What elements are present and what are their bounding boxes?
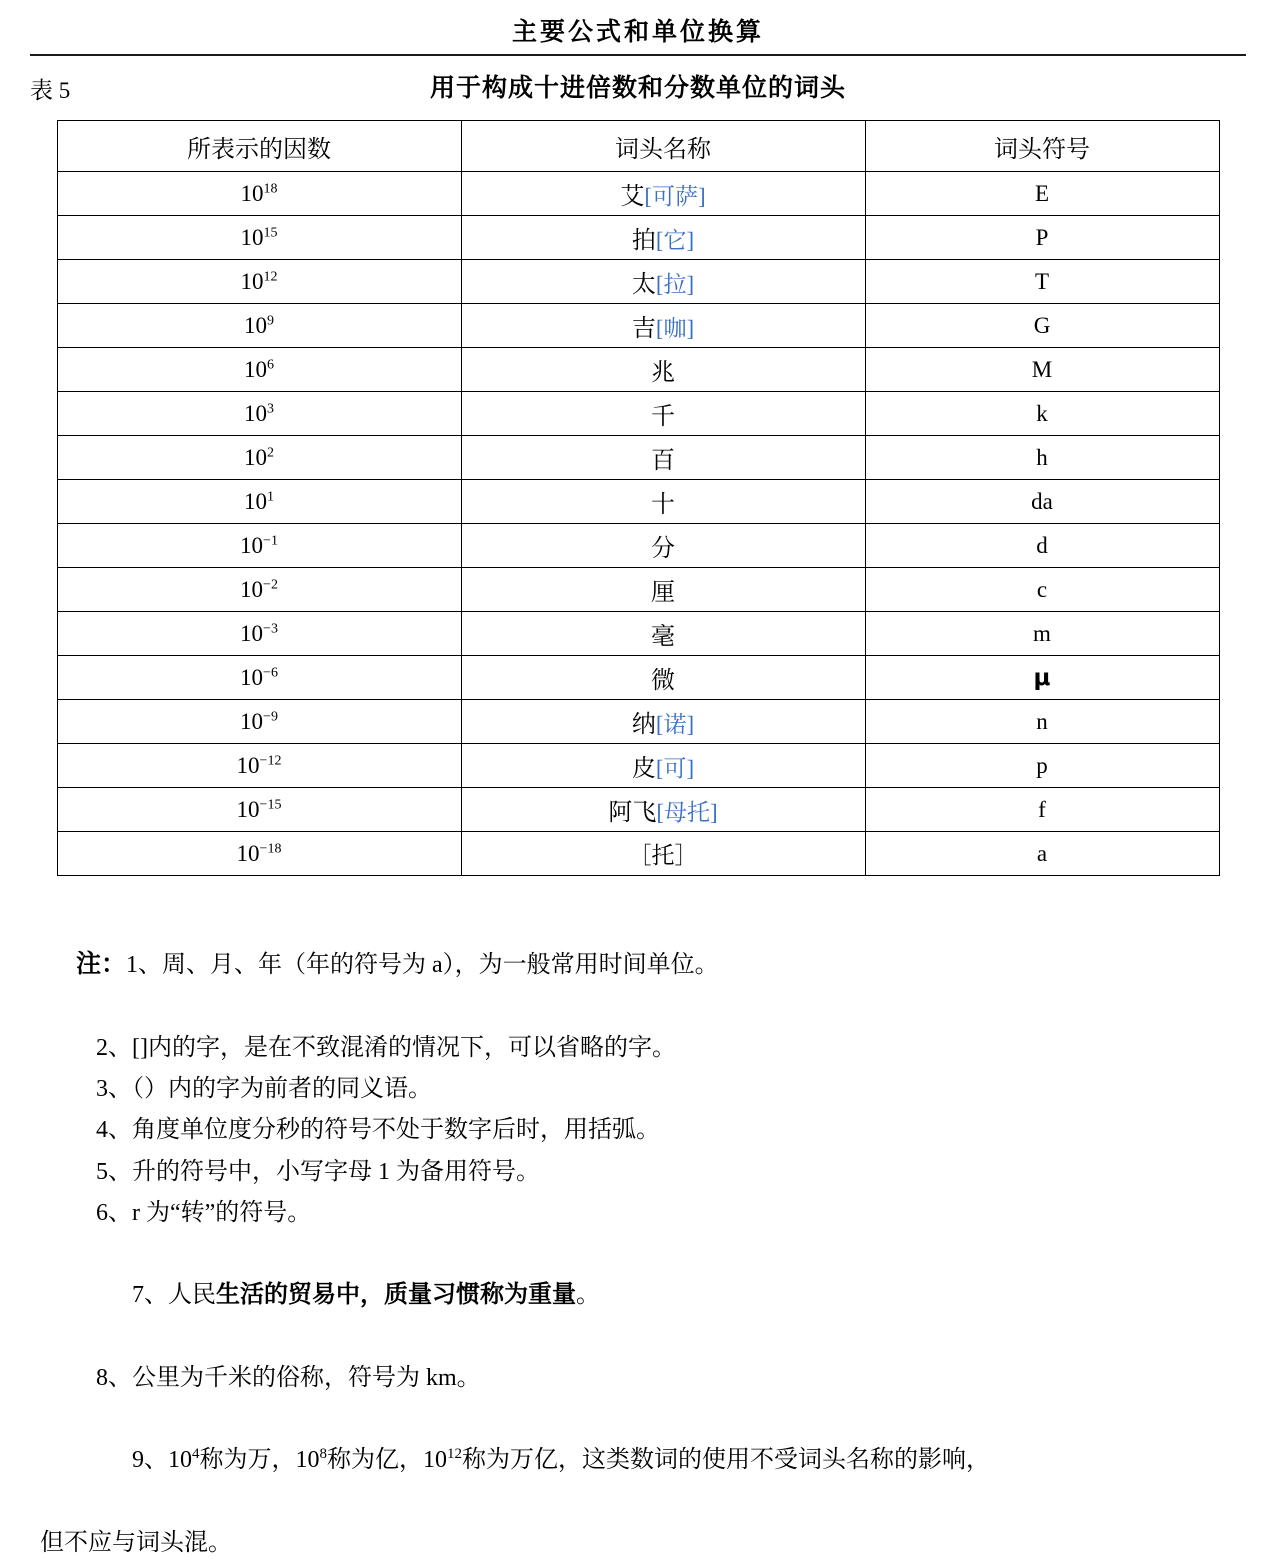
- table-row: [57, 656, 1219, 700]
- cell-prefix-name: [461, 480, 865, 524]
- table-row: [57, 568, 1219, 612]
- page-title: 主要公式和单位换算: [511, 19, 764, 46]
- exponent: −3: [263, 620, 278, 636]
- cell-factor: [57, 788, 461, 832]
- power-of-ten: $10^3$: [244, 400, 274, 426]
- cell-prefix-symbol: [865, 304, 1219, 348]
- prefix-symbol: p: [1036, 752, 1048, 778]
- prefix-name-main: 纳: [631, 712, 656, 738]
- power-of-ten: $10^{-18}$: [236, 840, 282, 866]
- table-row: [57, 348, 1219, 392]
- note7-tail: 。: [576, 1282, 600, 1309]
- prefix-name-main: 太: [631, 272, 656, 298]
- prefix-name-main: 艾: [620, 184, 645, 210]
- cell-factor: [57, 744, 461, 788]
- prefix-symbol: M: [1031, 356, 1053, 382]
- notes-label: 注：: [76, 951, 127, 979]
- cell-prefix-name: [461, 216, 865, 260]
- table-title: 用于构成十进倍数和分数单位的词头: [429, 75, 846, 102]
- column-header-prefix-symbol: 词头符号: [865, 121, 1219, 172]
- note9-part1: 9、10: [132, 1447, 192, 1474]
- table-row: [57, 436, 1219, 480]
- cell-prefix-symbol: [865, 392, 1219, 436]
- power-of-ten: $10^{15}$: [240, 224, 278, 250]
- prefix-symbol: μ: [1033, 664, 1051, 691]
- cell-prefix-symbol: [865, 656, 1219, 700]
- power-of-ten: $10^{-2}$: [240, 576, 278, 602]
- exponent: 18: [263, 180, 278, 196]
- table-caption: [30, 66, 1246, 108]
- cell-prefix-symbol: [865, 832, 1219, 876]
- prefix-name-main: 拍: [631, 228, 656, 254]
- cell-factor: [57, 700, 461, 744]
- power-of-ten: $10^{-9}$: [240, 708, 278, 734]
- cell-factor: [57, 304, 461, 348]
- exponent: 12: [263, 268, 278, 284]
- prefix-symbol: f: [1038, 796, 1046, 822]
- prefix-symbol: h: [1036, 444, 1048, 470]
- power-of-ten: $10^2$: [244, 444, 274, 470]
- exponent: −18: [259, 840, 282, 856]
- cell-prefix-symbol: [865, 744, 1219, 788]
- note-item: 8、公里为千米的俗称，符号为 km。: [96, 1364, 481, 1391]
- exponent: −12: [259, 752, 282, 768]
- table-row: [57, 304, 1219, 348]
- prefix-name-main: 毫: [651, 624, 675, 650]
- table-number: 表 5: [30, 78, 71, 103]
- cell-prefix-name: [461, 392, 865, 436]
- table-header-row: [57, 121, 1219, 172]
- note-item-9-cont: 但不应与词头混。: [40, 1529, 232, 1556]
- prefix-name-main: 皮: [631, 756, 656, 782]
- cell-prefix-symbol: [865, 700, 1219, 744]
- cell-prefix-name: [461, 612, 865, 656]
- prefix-symbol: T: [1034, 268, 1050, 294]
- note7-bold-b: 质量习惯称为重量: [384, 1282, 576, 1309]
- cell-prefix-name: [461, 568, 865, 612]
- exponent: −1: [263, 532, 278, 548]
- prefix-name-main: 阿飞: [608, 800, 657, 826]
- table-row: [57, 612, 1219, 656]
- prefix-name-main: 千: [651, 404, 675, 430]
- cell-factor: [57, 524, 461, 568]
- exponent: 1: [267, 488, 274, 504]
- cell-prefix-name: [461, 832, 865, 876]
- power-of-ten: $10^{-3}$: [240, 620, 278, 646]
- power-of-ten: $10^{-15}$: [236, 796, 282, 822]
- prefix-symbol: c: [1036, 576, 1048, 602]
- note7-plain: 7、人民: [132, 1282, 216, 1309]
- note-item-9: [40, 1399, 1232, 1523]
- cell-prefix-name: [461, 524, 865, 568]
- cell-prefix-name: [461, 348, 865, 392]
- prefix-symbol: E: [1034, 180, 1050, 206]
- table-row: [57, 788, 1219, 832]
- note-item-7: [40, 1234, 1232, 1358]
- prefix-name-optional: ［托］: [628, 843, 698, 868]
- cell-prefix-name: [461, 436, 865, 480]
- note9-part3: 称为亿，10: [327, 1447, 447, 1474]
- note9-part4: 称为万亿，这类数词的使用不受词头名称的影响，: [462, 1447, 990, 1474]
- prefix-name-main: 百: [651, 448, 675, 474]
- prefix-name-optional: [诺]: [655, 712, 695, 737]
- exponent: 2: [267, 444, 274, 460]
- exponent: −9: [263, 708, 278, 724]
- note9-exp1: 4: [192, 1446, 200, 1463]
- note-item: 3、（）内的字为前者的同义语。: [96, 1076, 432, 1103]
- prefix-symbol: m: [1033, 620, 1051, 646]
- prefix-symbol: n: [1036, 708, 1048, 734]
- cell-prefix-symbol: [865, 480, 1219, 524]
- prefix-table: [57, 120, 1220, 876]
- prefix-name-main: 分: [651, 536, 675, 562]
- power-of-ten: $10^{-12}$: [236, 752, 282, 778]
- exponent: −6: [263, 664, 278, 680]
- prefix-symbol: k: [1036, 400, 1048, 426]
- cell-prefix-symbol: [865, 568, 1219, 612]
- cell-prefix-name: [461, 656, 865, 700]
- exponent: −2: [263, 576, 278, 592]
- note9-exp2: 8: [319, 1446, 327, 1463]
- cell-prefix-symbol: [865, 348, 1219, 392]
- prefix-name-optional: [咖]: [655, 316, 695, 341]
- note7-bold-a: 生活的贸易中，: [216, 1282, 384, 1309]
- cell-factor: [57, 172, 461, 216]
- power-of-ten: $10^6$: [244, 356, 274, 382]
- column-header-prefix-name: 词头名称: [461, 121, 865, 172]
- table-row: [57, 524, 1219, 568]
- cell-factor: [57, 216, 461, 260]
- table-row: [57, 392, 1219, 436]
- cell-factor: [57, 260, 461, 304]
- power-of-ten: $10^9$: [244, 312, 274, 338]
- note9-part2: 称为万，10: [199, 1447, 320, 1474]
- prefix-name-main: 厘: [651, 580, 675, 606]
- exponent: 3: [267, 400, 274, 416]
- note-text-1: 1、周、月、年（年的符号为 a），为一般常用时间单位。: [126, 952, 719, 979]
- cell-prefix-name: [461, 700, 865, 744]
- table-row: [57, 172, 1219, 216]
- note9-exp3: 12: [447, 1446, 462, 1463]
- power-of-ten: $10^{18}$: [240, 180, 278, 206]
- table-row: [57, 216, 1219, 260]
- exponent: 9: [267, 312, 274, 328]
- table-row: [57, 700, 1219, 744]
- table-body: [57, 172, 1219, 876]
- cell-prefix-name: [461, 788, 865, 832]
- exponent: 15: [263, 224, 278, 240]
- prefix-name-optional: [可萨]: [644, 184, 706, 209]
- cell-prefix-name: [461, 744, 865, 788]
- power-of-ten: $10^{-1}$: [240, 532, 278, 558]
- prefix-name-main: 微: [651, 668, 675, 694]
- exponent: −15: [259, 796, 282, 812]
- prefix-symbol: G: [1033, 312, 1051, 338]
- cell-factor: [57, 480, 461, 524]
- prefix-name-optional: [可]: [655, 756, 695, 781]
- power-of-ten: $10^1$: [244, 488, 274, 514]
- prefix-name-optional: [它]: [655, 228, 695, 253]
- note-item: 6、r 为“转”的符号。: [96, 1199, 312, 1226]
- note-item: 2、[]内的字，是在不致混淆的情况下，可以省略的字。: [96, 1034, 676, 1061]
- table-row: [57, 480, 1219, 524]
- note-item: [40, 902, 1232, 1028]
- cell-prefix-name: [461, 304, 865, 348]
- cell-factor: [57, 612, 461, 656]
- table-row: [57, 744, 1219, 788]
- notes-block: [30, 902, 1246, 1564]
- cell-prefix-name: [461, 172, 865, 216]
- cell-factor: [57, 568, 461, 612]
- cell-prefix-symbol: [865, 612, 1219, 656]
- note-item: 5、升的符号中，小写字母 1 为备用符号。: [96, 1158, 540, 1185]
- cell-factor: [57, 832, 461, 876]
- cell-prefix-name: [461, 260, 865, 304]
- cell-factor: [57, 436, 461, 480]
- prefix-symbol: da: [1031, 488, 1053, 514]
- cell-prefix-symbol: [865, 436, 1219, 480]
- cell-prefix-symbol: [865, 524, 1219, 568]
- cell-prefix-symbol: [865, 216, 1219, 260]
- cell-factor: [57, 392, 461, 436]
- note-item: 4、角度单位度分秒的符号不处于数字后时，用括弧。: [96, 1117, 660, 1144]
- cell-prefix-symbol: [865, 788, 1219, 832]
- power-of-ten: $10^{12}$: [240, 268, 278, 294]
- column-header-factor: 所表示的因数: [57, 121, 461, 172]
- prefix-name-main: 兆: [651, 360, 675, 386]
- exponent: 6: [267, 356, 274, 372]
- power-of-ten: $10^{-6}$: [240, 664, 278, 690]
- prefix-symbol: a: [1036, 840, 1048, 866]
- prefix-symbol: P: [1035, 224, 1049, 250]
- table-row: [57, 832, 1219, 876]
- prefix-name-optional: [拉]: [655, 272, 695, 297]
- cell-prefix-symbol: [865, 260, 1219, 304]
- cell-prefix-symbol: [865, 172, 1219, 216]
- cell-factor: [57, 348, 461, 392]
- cell-factor: [57, 656, 461, 700]
- table-row: [57, 260, 1219, 304]
- prefix-name-main: 十: [651, 492, 675, 518]
- prefix-name-main: 吉: [631, 316, 656, 342]
- prefix-name-optional: [母托]: [656, 800, 718, 825]
- header-divider: [30, 54, 1246, 56]
- prefix-symbol: d: [1036, 532, 1048, 558]
